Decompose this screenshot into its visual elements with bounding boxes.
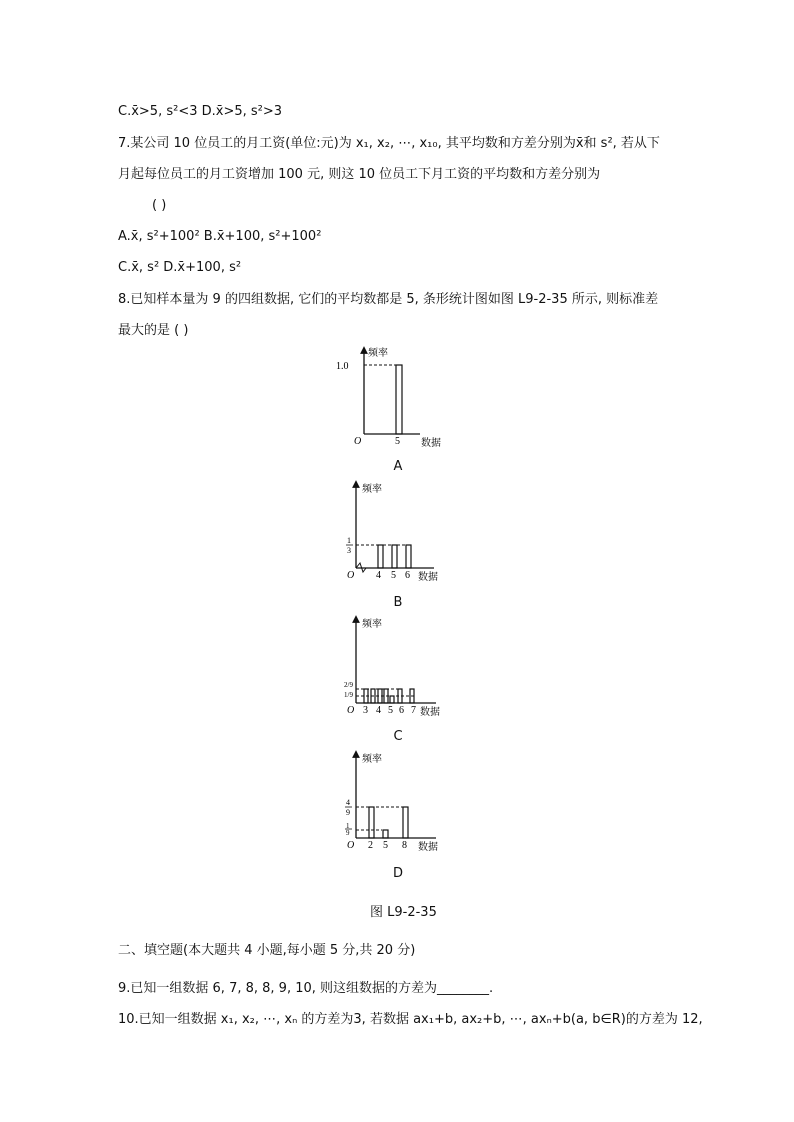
chart-a — [332, 342, 452, 452]
q7-stem-line2: 月起每位员工的月工资增加 100 元, 则这 10 位员工下月工资的平均数和方差分别为 — [118, 167, 601, 182]
chart-b-ytick-num: 1 — [347, 536, 351, 545]
chart-a-bar-5 — [396, 365, 402, 434]
q8-stem-line2: 最大的是 ( ) — [118, 323, 189, 338]
chart-d — [332, 750, 462, 855]
chart-b-origin: O — [347, 570, 355, 581]
chart-b-bar-4 — [378, 545, 383, 568]
q9-stem: 9.已知一组数据 6, 7, 8, 8, 9, 10, 则这组数据的方差为________. — [118, 981, 494, 996]
chart-c-caption: C — [393, 729, 403, 744]
chart-d-xtick-8: 8 — [402, 840, 407, 851]
chart-d-bar-5 — [383, 830, 388, 838]
chart-b — [330, 480, 460, 585]
chart-c-xtick-6: 6 — [399, 705, 404, 716]
chart-d-ytick-den: 9 — [346, 808, 350, 817]
chart-d-ytick2-den: 9 — [346, 829, 350, 837]
section-2-heading: 二、填空题(本大题共 4 小题,每小题 5 分,共 20 分) — [118, 943, 416, 958]
chart-c-ytick-2-9: 2/9 — [344, 681, 353, 689]
q6-options-cd: C.x̄>5, s²<3 D.x̄>5, s²>3 — [118, 104, 283, 119]
chart-d-xtick-2: 2 — [368, 840, 373, 851]
q10-stem: 10.已知一组数据 x₁, x₂, ⋯, xₙ 的方差为3, 若数据 ax₁+b, ax₂+b, ⋯, axₙ+b(a, b∈R)的方差为 12, — [118, 1012, 703, 1027]
chart-d-ytick-num: 4 — [346, 798, 350, 807]
chart-a-xtick-5: 5 — [395, 436, 400, 447]
chart-d-origin: O — [347, 840, 355, 851]
chart-c-xtick-4: 4 — [376, 705, 381, 716]
q7-answer-paren: ( ) — [152, 198, 167, 213]
chart-a-xlabel: 数据 — [421, 438, 441, 449]
chart-b-xlabel: 数据 — [418, 572, 438, 583]
chart-c-xtick-5: 5 — [388, 705, 393, 716]
chart-c-ylabel: 频率 — [362, 619, 382, 630]
chart-d-xtick-5: 5 — [383, 840, 388, 851]
q7-options-ab: A.x̄, s²+100² B.x̄+100, s²+100² — [118, 229, 322, 244]
chart-d-xlabel: 数据 — [418, 842, 438, 853]
chart-c — [332, 615, 462, 720]
chart-c-ytick-1-9: 1/9 — [344, 691, 353, 699]
chart-c-xlabel: 数据 — [420, 707, 440, 718]
chart-a-origin: O — [354, 436, 362, 447]
q7-options-cd: C.x̄, s² D.x̄+100, s² — [118, 260, 242, 275]
chart-b-ylabel: 频率 — [362, 484, 382, 495]
chart-a-ytick: 1.0 — [336, 361, 349, 372]
chart-a-ylabel: 频率 — [368, 348, 388, 359]
chart-c-origin: O — [347, 705, 355, 716]
q8-stem-line1: 8.已知样本量为 9 的四组数据, 它们的平均数都是 5, 条形统计图如图 L9-2-35 所示, 则标准差 — [118, 292, 659, 307]
chart-b-caption: B — [393, 595, 403, 610]
chart-b-bar-5 — [392, 545, 397, 568]
chart-a-caption: A — [393, 459, 403, 474]
chart-b-ytick-den: 3 — [347, 546, 351, 555]
chart-d-bar-8 — [403, 807, 408, 838]
chart-d-bar-2 — [369, 807, 374, 838]
q7-stem-line1: 7.某公司 10 位员工的月工资(单位:元)为 x₁, x₂, ⋯, x₁₀, 其平均数和方差分别为x̄和 s², 若从下 — [118, 136, 660, 151]
chart-d-caption: D — [392, 866, 403, 881]
chart-b-xtick-4: 4 — [376, 570, 381, 581]
chart-c-xtick-3: 3 — [363, 705, 368, 716]
figure-caption: 图 L9-2-35 — [370, 905, 437, 920]
chart-b-xtick-5: 5 — [391, 570, 396, 581]
chart-b-xtick-6: 6 — [405, 570, 410, 581]
chart-c-bar-5 — [390, 696, 394, 703]
chart-d-ytick2-num: 1 — [346, 822, 350, 830]
chart-b-bar-6 — [406, 545, 411, 568]
chart-d-ylabel: 频率 — [362, 754, 382, 765]
chart-c-xtick-7: 7 — [411, 705, 416, 716]
